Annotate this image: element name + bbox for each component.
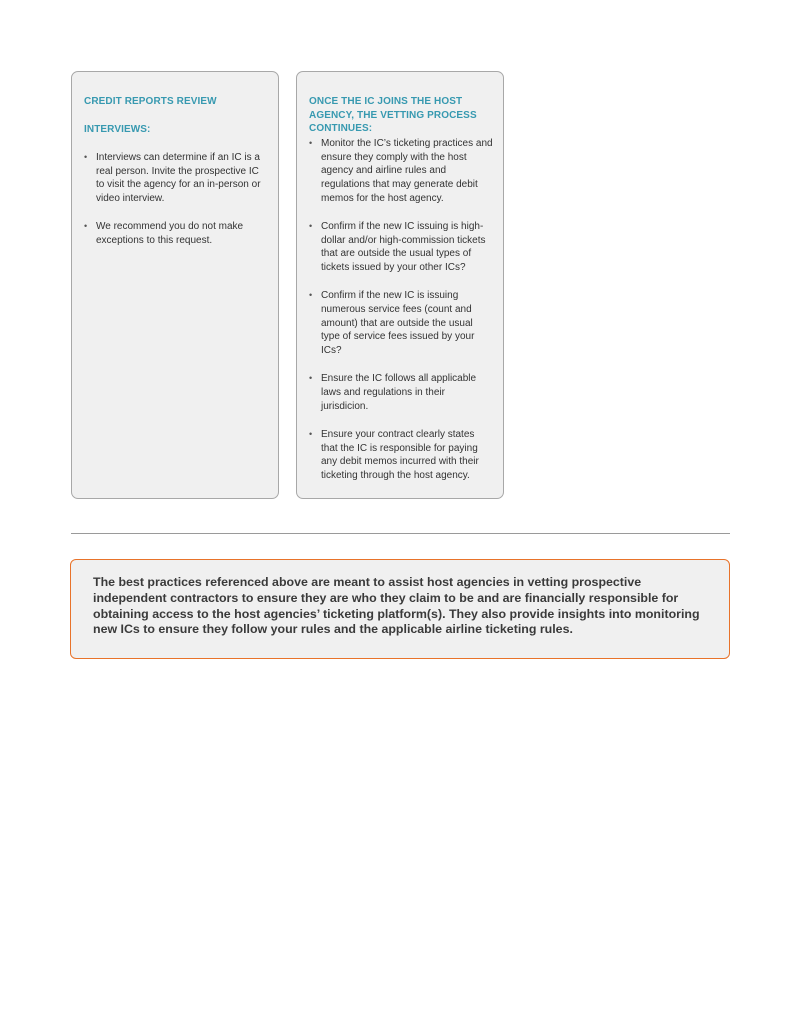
list-item xyxy=(309,428,493,483)
bullet-text: Ensure the IC follows all applicable laws and regulations in their jurisdicion. xyxy=(321,373,477,412)
list-item xyxy=(84,220,268,247)
bullet-icon: • xyxy=(309,428,313,439)
vetting-process-card xyxy=(296,71,504,499)
callout-text: The best practices referenced above are meant to assist host agencies in vetting prospective independent contractors to ensure they are who they claim to be and are financially responsible for obtaining access to the host agencies’ ticketing platform(s). They also provide insights into monitoring new ICs to ensure they follow your rules and the applicable airline ticketing rules. xyxy=(93,575,700,637)
interviews-bullet-list xyxy=(84,151,268,262)
bullet-text: Confirm if the new IC is issuing numerous service fees (count and amount) that are outside the usual type of service fees issued by your ICs? xyxy=(321,290,475,357)
best-practices-callout xyxy=(70,559,730,659)
bullet-icon: • xyxy=(309,221,313,232)
list-item xyxy=(309,137,493,206)
vetting-bullet-list xyxy=(309,137,493,497)
bullet-icon: • xyxy=(84,221,88,232)
list-item xyxy=(309,220,493,275)
bullet-text: Confirm if the new IC issuing is high-dollar and/or high-commission tickets that are outside the usual types of tickets issued by your other ICs? xyxy=(321,221,486,274)
interviews-heading: INTERVIEWS: xyxy=(84,124,151,135)
bullet-icon: • xyxy=(309,373,313,384)
section-divider xyxy=(71,533,730,534)
vetting-process-heading: ONCE THE IC JOINS THE HOST AGENCY, THE VETTING PROCESS CONTINUES: xyxy=(309,96,477,134)
bullet-icon: • xyxy=(309,138,313,148)
list-item xyxy=(84,151,268,206)
bullet-text: Ensure your contract clearly states that the IC is responsible for paying any debit memos incurred with their ticketing through the host agency. xyxy=(321,428,479,482)
bullet-icon: • xyxy=(309,290,313,301)
list-item xyxy=(309,289,493,358)
bullet-text: Monitor the IC’s ticketing practices and ensure they comply with the host agency and airline rules and regulations that may generate debit memos for the host agency. xyxy=(321,138,493,204)
bullet-text: Interviews can determine if an IC is a real person. Invite the prospective IC to visit the agency for an in-person or video interview. xyxy=(96,152,261,205)
bullet-text: We recommend you do not make exceptions to this request. xyxy=(96,221,244,247)
bullet-icon: • xyxy=(84,152,88,162)
credit-reports-review-heading: CREDIT REPORTS REVIEW xyxy=(84,96,217,107)
credit-reports-interviews-card xyxy=(71,71,279,499)
list-item xyxy=(309,372,493,413)
